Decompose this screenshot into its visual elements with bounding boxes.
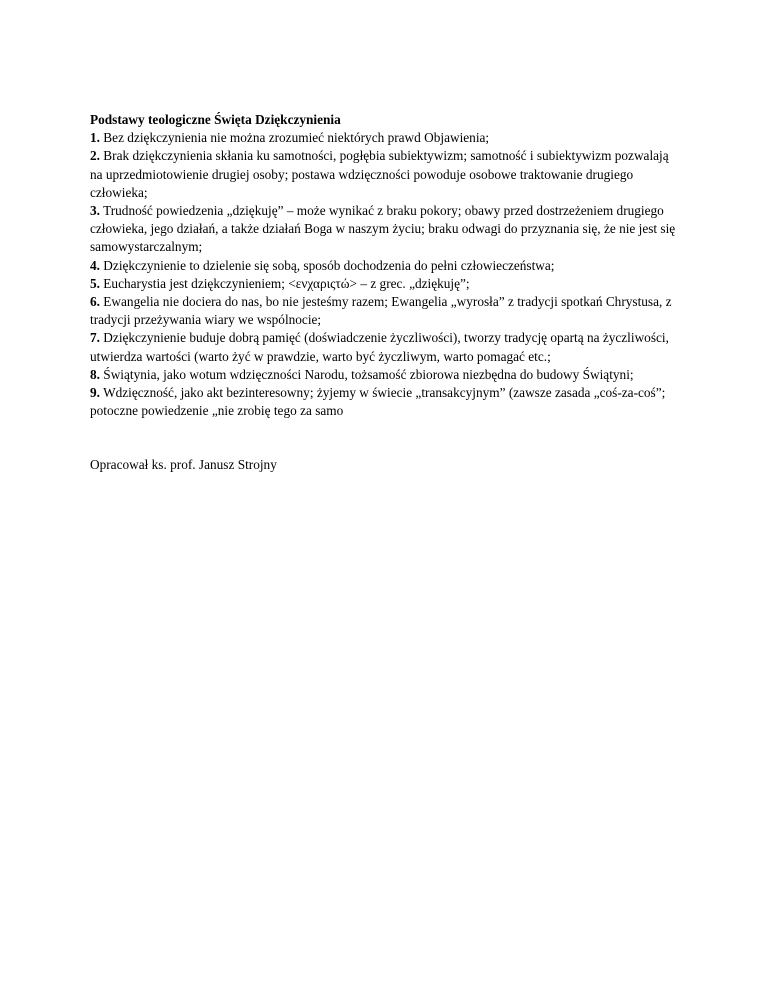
item-number: 2.: [90, 148, 100, 164]
item-text: Świątynia, jako wotum wdzięczności Narodu, tożsamość zbiorowa niezbędna do budowy Świątyni;: [99, 366, 634, 382]
item-text: Trudność powiedzenia „dziękuję” – może wynikać z braku pokory; obawy przed dostrzeżeniem drugiego człowieka, jego działań, a także działań Boga w naszym życiu; braku odwagi do przyznania się, że nie jest się samowystarczalnym;: [90, 203, 676, 255]
item-text: Ewangelia nie dociera do nas, bo nie jesteśmy razem; Ewangelia „wyrosła” z tradycji spotkań Chrystusa, z tradycji przeżywania wiary we wspólnocie;: [90, 294, 672, 328]
list-item: [90, 129, 680, 147]
item-number: 8.: [90, 366, 100, 382]
item-number: 7.: [90, 330, 100, 346]
list-item: [90, 275, 680, 293]
item-text: Wdzięczność, jako akt bezinteresowny; żyjemy w świecie „transakcyjnym” (zawsze zasada „coś-za-coś”; potoczne powiedzenie „nie zrobię tego za samo: [90, 385, 666, 419]
item-number: 4.: [90, 257, 100, 273]
list-item: [90, 147, 680, 202]
list-item: [90, 202, 680, 257]
list-item: [90, 384, 680, 420]
item-number: 1.: [90, 130, 100, 146]
list-item: [90, 257, 680, 275]
list-item: [90, 329, 680, 365]
list-item: [90, 366, 680, 384]
spacer: [90, 420, 680, 456]
item-number: 6.: [90, 294, 100, 310]
item-text: Bez dziękczynienia nie można zrozumieć niektórych prawd Objawienia;: [99, 130, 490, 146]
document-title: Podstawy teologiczne Święta Dziękczynienia: [90, 112, 341, 127]
author-line: Opracował ks. prof. Janusz Strojny: [90, 457, 277, 473]
item-text: Eucharystia jest dziękczynieniem; <ενχαριςτώ> – z grec. „dziękuję”;: [99, 275, 470, 291]
item-text: Dziękczynienie to dzielenie się sobą, sposób dochodzenia do pełni człowieczeństwa;: [99, 257, 555, 273]
item-number: 9.: [90, 385, 100, 401]
document-body: [90, 111, 680, 475]
item-number: 3.: [90, 203, 100, 219]
item-number: 5.: [90, 275, 100, 291]
list-item: [90, 293, 680, 329]
item-text: Brak dziękczynienia skłania ku samotności, pogłębia subiektywizm; samotność i subiektywizm pozwalają na uprzedmiotowienie drugiej osoby; postawa wdzięczności powoduje osobowe traktowanie drugiego człowieka;: [90, 148, 669, 200]
item-text: Dziękczynienie buduje dobrą pamięć (doświadczenie życzliwości), tworzy tradycję opartą na życzliwości, utwierdza wartości (warto żyć w prawdzie, warto być życzliwym, warto pomagać etc.;: [90, 330, 669, 364]
